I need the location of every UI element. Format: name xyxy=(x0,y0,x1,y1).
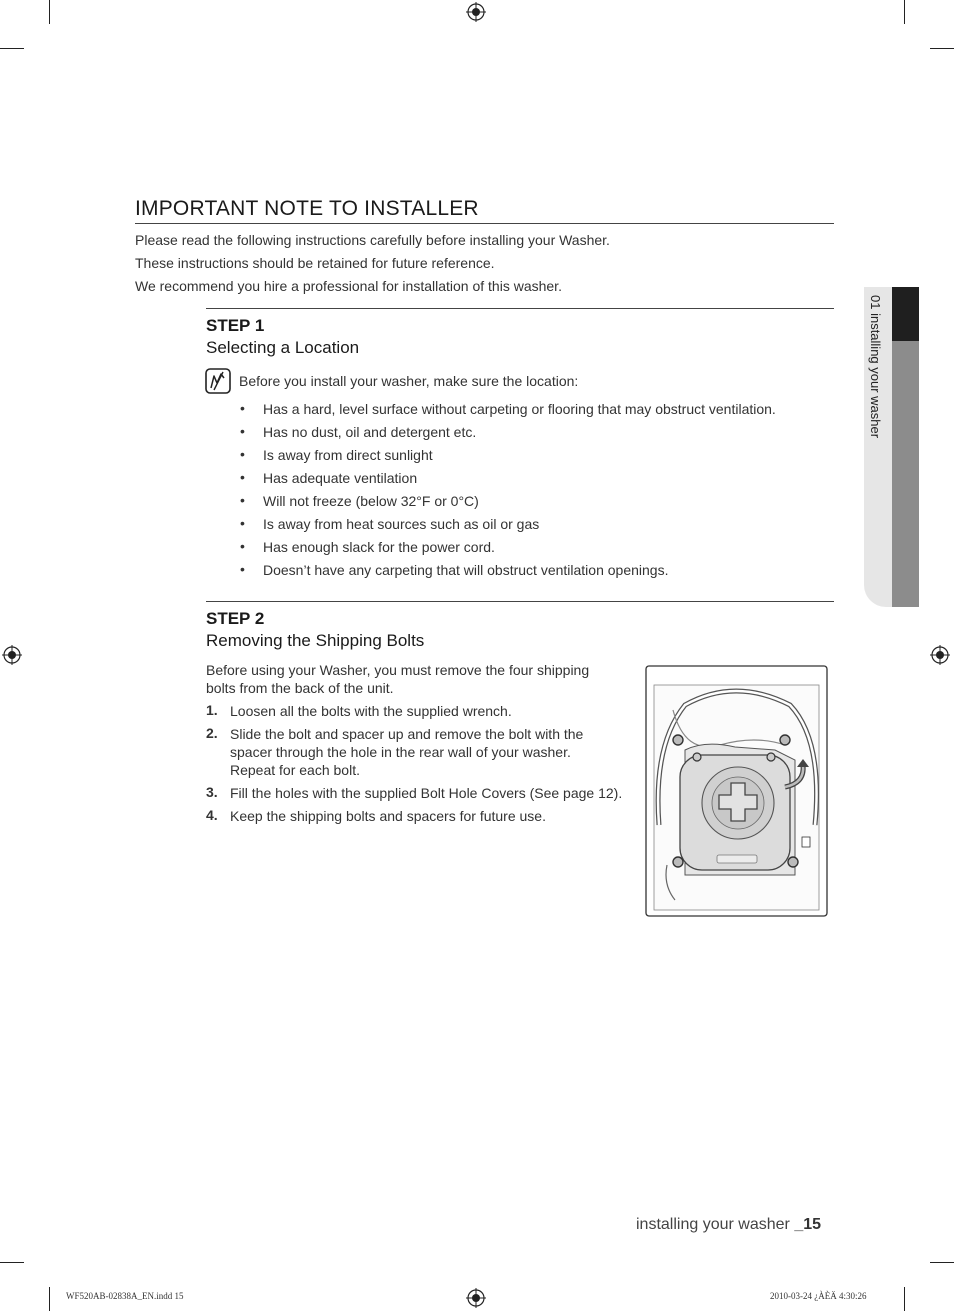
step2-heading: STEP 2 xyxy=(206,609,265,628)
registration-mark-icon xyxy=(466,1288,486,1308)
intro-line-2: These instructions should be retained for future reference. xyxy=(135,255,495,271)
step1-rule xyxy=(206,308,834,309)
bullet-dot: • xyxy=(240,515,245,531)
crop-mark xyxy=(0,1262,24,1263)
list-item: Will not freeze (below 32°F or 0°C) xyxy=(263,493,479,509)
page-title: IMPORTANT NOTE TO INSTALLER xyxy=(135,197,479,220)
crop-mark xyxy=(904,0,905,24)
crop-mark xyxy=(930,1262,954,1263)
intro-line-3: We recommend you hire a professional for installation of this washer. xyxy=(135,278,562,294)
step-text: Keep the shipping bolts and spacers for future use. xyxy=(230,808,546,824)
list-item: Is away from direct sunlight xyxy=(263,447,433,463)
crop-mark xyxy=(904,1287,905,1311)
crop-mark xyxy=(0,48,24,49)
step2-rule xyxy=(206,601,834,602)
title-rule xyxy=(135,223,834,224)
step-number: 2. xyxy=(206,725,218,741)
crop-mark xyxy=(49,0,50,24)
registration-mark-icon xyxy=(466,2,486,22)
step1-note: Before you install your washer, make sure the location: xyxy=(239,373,579,389)
list-item: Is away from heat sources such as oil or gas xyxy=(263,516,540,532)
bullet-dot: • xyxy=(240,469,245,485)
step1-subheading: Selecting a Location xyxy=(206,338,360,357)
bullet-dot: • xyxy=(240,561,245,577)
registration-mark-icon xyxy=(2,645,22,665)
bullet-dot: • xyxy=(240,538,245,554)
list-item: Has no dust, oil and detergent etc. xyxy=(263,424,477,440)
note-icon xyxy=(205,368,231,394)
list-item: Doesn’t have any carpeting that will obstruct ventilation openings. xyxy=(263,562,669,578)
list-item: Has a hard, level surface without carpeting or flooring that may obstruct ventilation. xyxy=(263,401,776,417)
footer-section: installing your washer xyxy=(636,1216,790,1233)
print-slug-file: WF520AB-02838A_EN.indd 15 xyxy=(66,1291,184,1301)
list-item: Has enough slack for the power cord. xyxy=(263,539,495,555)
crop-mark xyxy=(49,1287,50,1311)
section-side-tab xyxy=(864,287,919,607)
page-number: _15 xyxy=(794,1216,822,1233)
washer-rear-illustration xyxy=(645,665,828,917)
step2-intro: Before using your Washer, you must remove the four shipping bolts from the back of the unit. xyxy=(206,662,590,696)
side-tab-label: 01 installing your washer xyxy=(868,295,883,439)
step-number: 3. xyxy=(206,784,218,800)
bullet-dot: • xyxy=(240,446,245,462)
bullet-dot: • xyxy=(240,492,245,508)
print-slug-date: 2010-03-24 ¿ÀÈÄ 4:30:26 xyxy=(770,1291,867,1301)
step-text: Slide the bolt and spacer up and remove the bolt with the spacer through the hole in the rear wall of your washer. Repeat for each bolt. xyxy=(230,726,584,778)
list-item: Has adequate ventilation xyxy=(263,470,418,486)
registration-mark-icon xyxy=(930,645,950,665)
crop-mark xyxy=(930,48,954,49)
step2-subheading: Removing the Shipping Bolts xyxy=(206,631,425,650)
intro-line-1: Please read the following instructions carefully before installing your Washer. xyxy=(135,232,610,248)
page-footer xyxy=(636,1216,821,1234)
step-text: Fill the holes with the supplied Bolt Hole Covers (See page 12). xyxy=(230,785,623,801)
step-number: 1. xyxy=(206,702,218,718)
step-number: 4. xyxy=(206,807,218,823)
step-text: Loosen all the bolts with the supplied wrench. xyxy=(230,703,512,719)
bullet-dot: • xyxy=(240,400,245,416)
bullet-dot: • xyxy=(240,423,245,439)
step1-heading: STEP 1 xyxy=(206,316,265,335)
